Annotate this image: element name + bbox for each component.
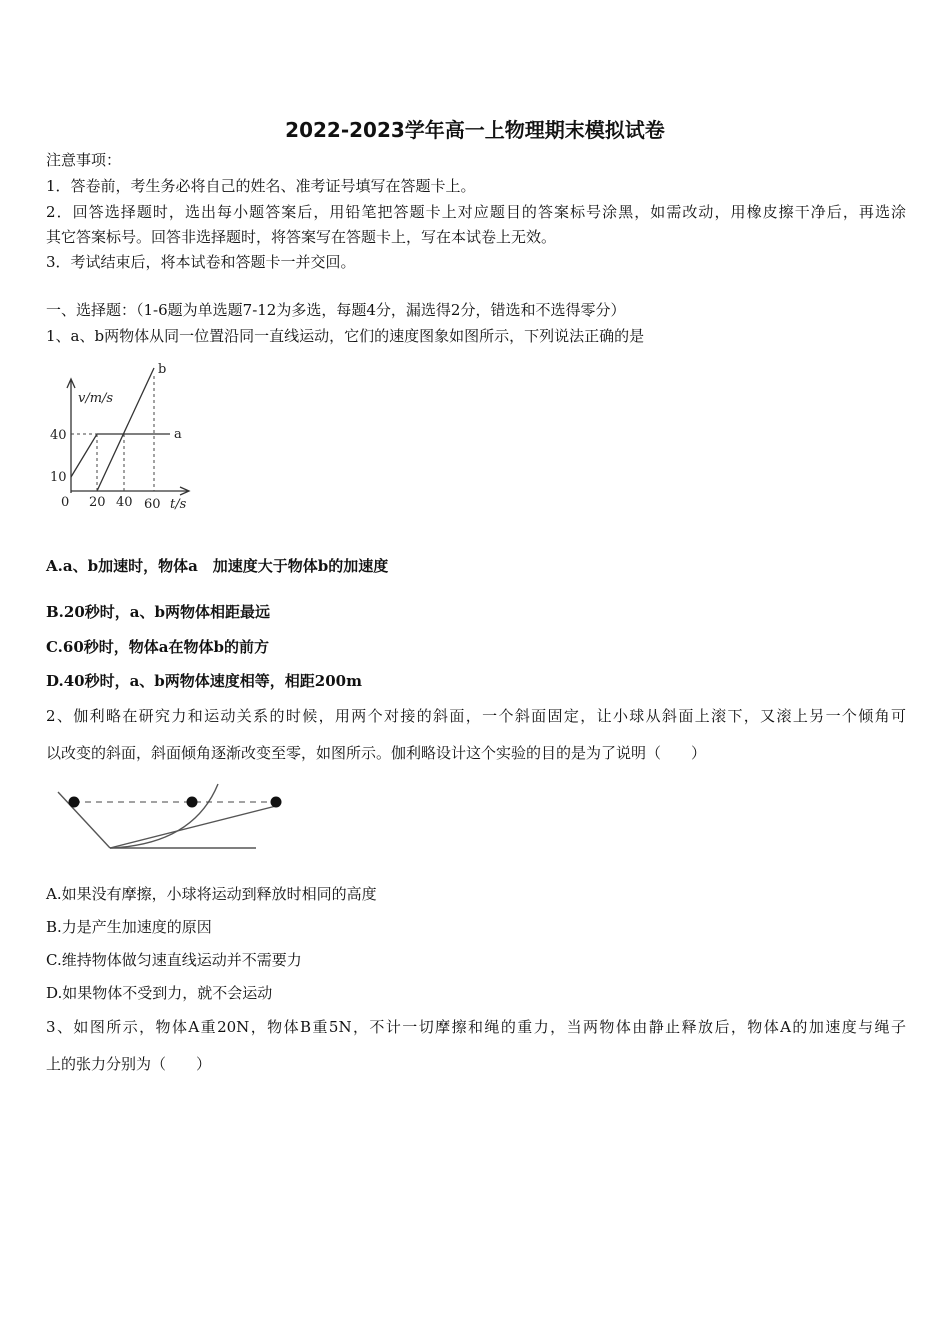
notice-item-1: 1．答卷前，考生务必将自己的姓名、准考证号填写在答题卡上。 (46, 177, 476, 195)
notice-heading: 注意事项： (46, 151, 122, 169)
gentle-incline (110, 806, 276, 848)
y-tick-40: 40 (50, 428, 67, 443)
question-1-option-c: C.60秒时，物体a在物体b的前方 (46, 638, 269, 656)
question-1-option-a: A.a、b加速时，物体a 加速度大于物体b的加速度 (46, 557, 389, 575)
line-a-label: a (174, 427, 182, 442)
line-b-label: b (158, 362, 167, 377)
velocity-time-figure (40, 358, 210, 518)
question-2-option-c: C.维持物体做匀速直线运动并不需要力 (46, 951, 302, 969)
question-2-option-d: D.如果物体不受到力，就不会运动 (46, 984, 273, 1002)
question-2-stem-line2: 以改变的斜面，斜面倾角逐渐改变至零，如图所示。伽利略设计这个实验的目的是为了说明（ ） (46, 744, 707, 762)
inclined-plane-figure (50, 782, 290, 854)
ball-middle (187, 797, 198, 808)
x-tick-60: 60 (144, 497, 161, 512)
question-2-option-b: B.力是产生加速度的原因 (46, 918, 212, 936)
question-1-option-d: D.40秒时，a、b两物体速度相等，相距200m (46, 672, 362, 690)
section-heading: 一、选择题：（1-6题为单选题7-12为多选，每题4分，漏选得2分，错选和不选得零分） (46, 301, 626, 319)
y-tick-10: 10 (50, 470, 67, 485)
question-2-option-a: A.如果没有摩擦，小球将运动到释放时相同的高度 (46, 885, 377, 903)
question-1-stem: 1、a、b两物体从同一位置沿同一直线运动，它们的速度图象如图所示，下列说法正确的是 (46, 327, 645, 345)
notice-item-3: 3．考试结束后，将本试卷和答题卡一并交回。 (46, 253, 356, 271)
question-3-stem-line2: 上的张力分别为（ ） (46, 1055, 212, 1073)
question-1-option-b: B.20秒时，a、b两物体相距最远 (46, 603, 270, 621)
y-axis-label: v/m/s (78, 391, 114, 406)
ball-start (69, 797, 80, 808)
question-2-stem-line1: 2、伽利略在研究力和运动关系的时候，用两个对接的斜面，一个斜面固定，让小球从斜面上滚下，又滚上另一个倾角可 (46, 707, 906, 725)
notice-item-2-cont: 其它答案标号。回答非选择题时，将答案写在答题卡上，写在本试卷上无效。 (46, 228, 557, 246)
origin-label: 0 (61, 495, 70, 510)
page-title: 2022-2023学年高一上物理期末模拟试卷 (285, 118, 665, 142)
x-tick-40: 40 (116, 495, 133, 510)
curved-ramp (110, 784, 218, 848)
question-3-stem-line1: 3、如图所示，物体A重20N，物体B重5N，不计一切摩擦和绳的重力，当两物体由静止释放后，物体A的加速度与绳子 (46, 1018, 906, 1036)
notice-item-2: 2．回答选择题时，选出每小题答案后，用铅笔把答题卡上对应题目的答案标号涂黑，如需改动，用橡皮擦干净后，再选涂 (46, 203, 906, 221)
fixed-incline (58, 792, 110, 848)
line-b (97, 368, 154, 491)
ball-end (271, 797, 282, 808)
x-axis-label: t/s (170, 497, 187, 512)
x-tick-20: 20 (89, 495, 106, 510)
